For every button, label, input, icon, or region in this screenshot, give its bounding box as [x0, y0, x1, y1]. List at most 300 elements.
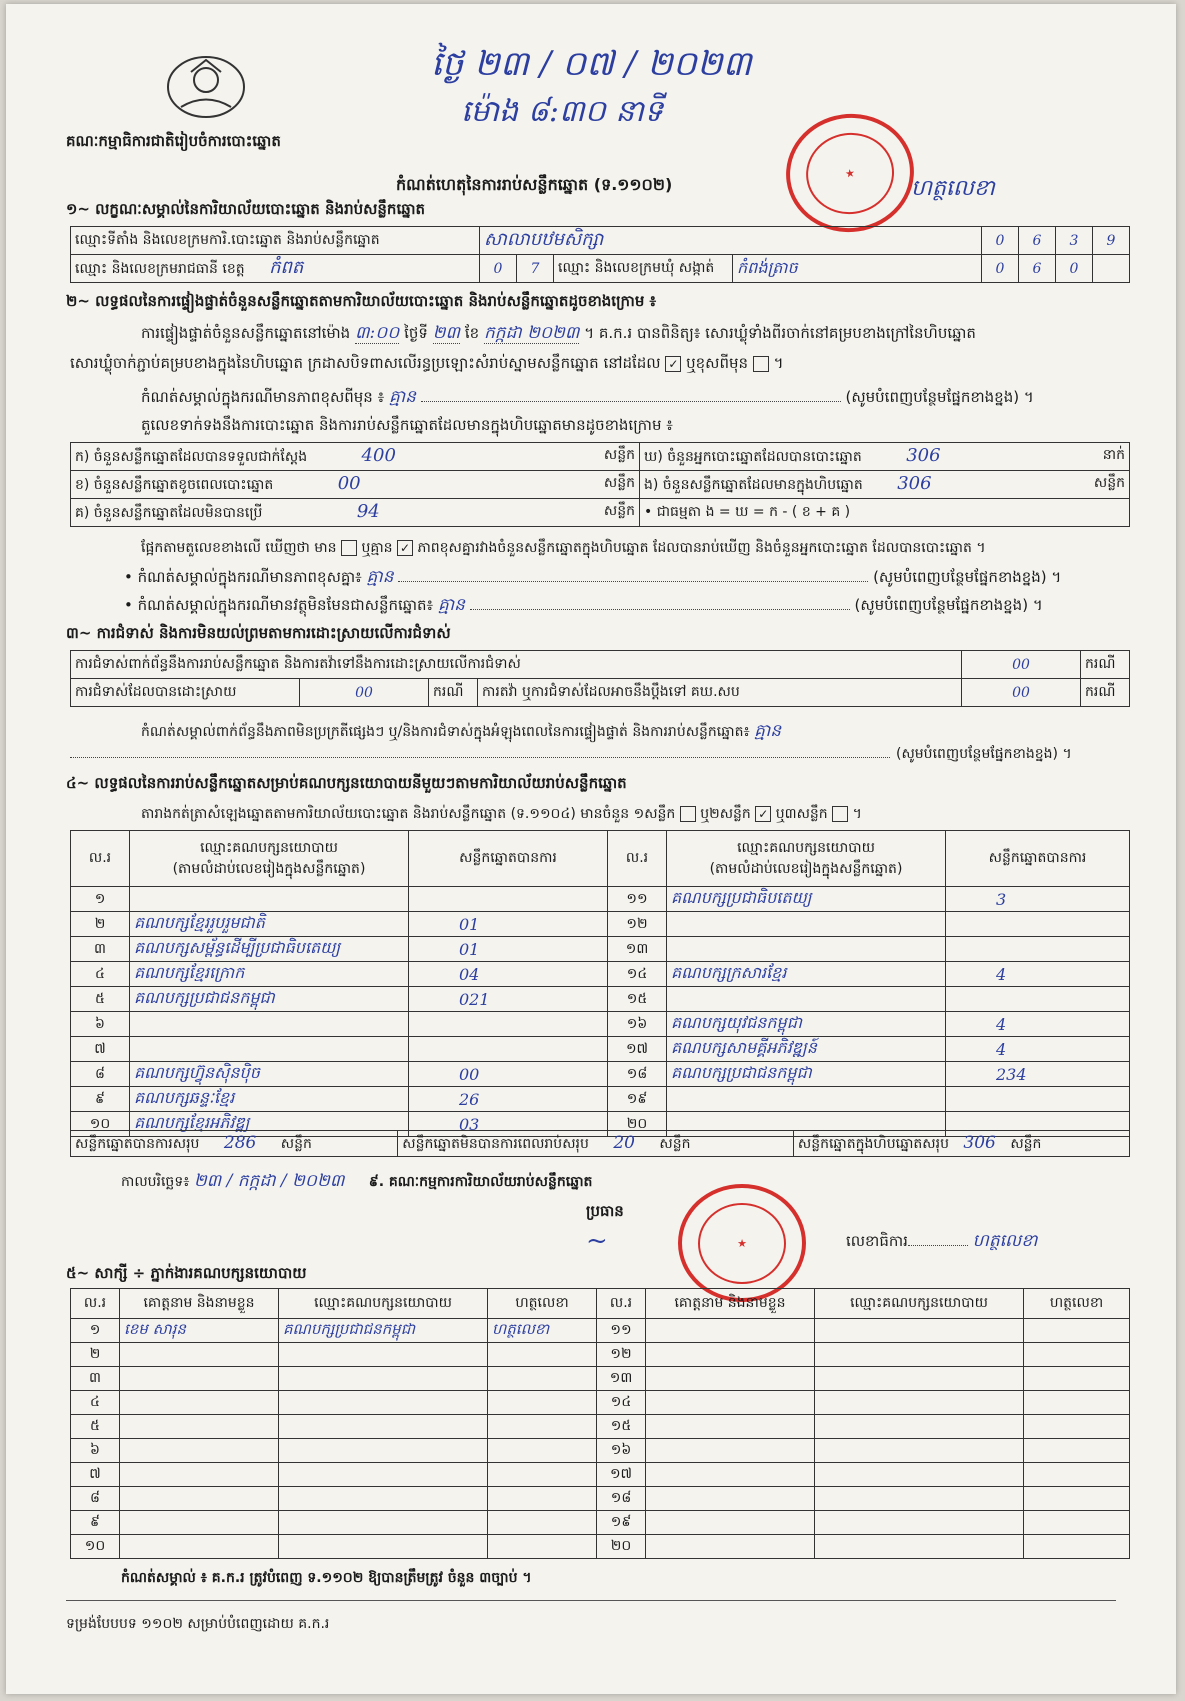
commune-label: ឈ្មោះ និងលេខក្រមឃុំ សង្កាត់	[554, 255, 733, 283]
para1-text-d: ។ គ.ក.រ បានពិនិត្យ៖ សោរឃ្លុំទាំងពីរចាក់នៅគម្របខាងក្រៅនៃហិបឆ្នោត	[584, 324, 976, 342]
result-votes: 03	[409, 1112, 608, 1137]
result-votes	[409, 887, 608, 912]
para1-text-c: ខែ	[464, 324, 480, 342]
witness-party	[815, 1391, 1024, 1415]
witness-sign	[1024, 1367, 1130, 1391]
bullet1-hint: (សូមបំពេញបន្ថែមផ្នែកខាងខ្នង) ។	[873, 568, 1062, 586]
witness-no: ៣	[71, 1367, 120, 1391]
witness-sign	[1024, 1535, 1130, 1559]
witness-sign	[488, 1367, 597, 1391]
witness-no: ១	[71, 1319, 120, 1343]
witness-no: ២	[71, 1343, 120, 1367]
witness-sign	[1024, 1343, 1130, 1367]
footer-text: ទម្រង់បែបបទ ១១០២ សម្រាប់បំពេញដោយ គ.ក.រ	[66, 1616, 330, 1632]
committee-title: ៩. គណៈកម្មការការិយាល័យរាប់សន្លឹកឆ្នោត	[368, 1174, 593, 1190]
verify-day: ២៣	[432, 323, 461, 343]
witness-no: ៥	[71, 1415, 120, 1439]
result-party: គណបក្សសាមគ្គីអភិវឌ្ឍន៍	[667, 1037, 946, 1062]
verify-time: ៣:០០	[354, 323, 400, 343]
verify-month: កក្កដា ២០២៣	[483, 323, 580, 343]
date-line	[121, 1170, 592, 1195]
section3-dotline	[70, 756, 890, 758]
secretary-label	[846, 1230, 1037, 1255]
witness-sign	[488, 1415, 597, 1439]
chair-label: ប្រធាន	[586, 1202, 624, 1220]
count-kho-unit: នាក់	[1102, 447, 1125, 463]
section3-note-value: គ្មាន	[754, 721, 782, 741]
results-col-party-right-title: ឈ្មោះគណបក្សនយោបាយ	[737, 839, 875, 856]
witness-no: ១៧	[597, 1463, 646, 1487]
province-label-text: ឈ្មោះ និងលេខក្រមរាជធានី ខេត្ត	[75, 261, 245, 277]
section3-hint: (សូមបំពេញបន្ថែមផ្នែកខាងខ្នង) ។	[896, 746, 1072, 762]
witness-no: ១១	[597, 1319, 646, 1343]
section5-note: កំណត់សម្គាល់ ៖ គ.ក.រ ត្រូវបំពេញ ទ.១១០២ ឱ្យបានត្រឹមត្រូវ ចំនួន ៣ច្បាប់ ។	[121, 1570, 532, 1586]
bullet1	[124, 566, 1124, 591]
commune-code-empty	[1093, 255, 1130, 283]
count-a-unit: សន្លឹក	[603, 447, 635, 463]
section1-table	[70, 226, 1130, 283]
result-no: ១៤	[608, 962, 667, 987]
witness-col-sign-left: ហត្ថលេខា	[488, 1289, 597, 1319]
result-votes	[409, 1037, 608, 1062]
section2-intro: តួលេខទាក់ទងនឹងការបោះឆ្នោត និងការរាប់សន្លឹកឆ្នោតដែលមានក្នុងហិបឆ្នោតមានដូចខាងក្រោម ៖	[141, 416, 673, 434]
handwritten-date-line1: ថ្ងៃ ២៣ / ០៧ / ២០២៣	[431, 44, 752, 84]
handwritten-sign-note: ហត្ថលេខា	[911, 176, 995, 201]
witness-row	[71, 1391, 1130, 1415]
total-valid-value: 286	[223, 1132, 257, 1153]
witness-col-party-left: ឈ្មោះគណបក្សនយោបាយ	[279, 1289, 488, 1319]
result-no: ១៧	[608, 1037, 667, 1062]
note-hint: (សូមបំពេញបន្ថែមផ្នែកខាងខ្នង) ។	[845, 388, 1034, 406]
result-party: គណបក្សប្រជាជនកម្ពុជា	[130, 987, 409, 1012]
total-box-value: 306	[963, 1132, 996, 1153]
count-ngo-value: 306	[897, 473, 932, 494]
witness-no: ៩	[71, 1511, 120, 1535]
total-invalid-unit: សន្លឹក	[659, 1135, 691, 1152]
result-votes: 4	[946, 962, 1130, 987]
witness-row	[71, 1535, 1130, 1559]
result-votes: 021	[409, 987, 608, 1012]
witness-name	[646, 1391, 815, 1415]
province-value: កំពត	[269, 257, 304, 278]
changed-checkbox[interactable]	[753, 356, 769, 372]
witness-name: ខេម សារុន	[120, 1319, 279, 1343]
para2-text: សោរឃ្លុំចាក់ភ្ជាប់គម្របខាងក្នុងនៃហិបឆ្នោត ក្រដាសបិទពាសលើរន្ធប្រឡោះសំរាប់ស្នាមសន្លឹកឆ្នោត នៅដដែល	[70, 354, 661, 372]
witness-party	[279, 1511, 488, 1535]
result-votes: 00	[409, 1062, 608, 1087]
province-label	[71, 255, 480, 283]
objection-case: ករណី	[1081, 651, 1130, 679]
witness-col-sign-right: ហត្ថលេខា	[1024, 1289, 1130, 1319]
witness-name	[120, 1343, 279, 1367]
witness-no: ៤	[71, 1391, 120, 1415]
note-label: កំណត់សម្គាល់ក្នុងករណីមានភាពខុសពីមុន ៖	[141, 388, 385, 406]
count-ngo-label: ង) ចំនួនសន្លឹកឆ្នោតដែលមានក្នុងហិបឆ្នោត	[644, 477, 863, 493]
result-party: គណបក្សខ្មែរអភិវឌ្ឍ	[130, 1112, 409, 1137]
total-valid-label: សន្លឹកឆ្នោតបានការសរុប	[75, 1135, 200, 1152]
no-difference-checkbox[interactable]: ✓	[397, 540, 413, 556]
witness-name	[646, 1415, 815, 1439]
witness-row	[71, 1415, 1130, 1439]
section4-heading: ៤~ លទ្ធផលនៃការរាប់សន្លឹកឆ្នោតសម្រាប់គណបក្សនយោបាយនីមួយៗតាមការិយាល័យរាប់សន្លឹកឆ្នោត	[66, 774, 627, 792]
witness-no: ៧	[71, 1463, 120, 1487]
witness-party	[279, 1535, 488, 1559]
result-no: ១០	[71, 1112, 130, 1137]
section4-intro-b: ឬ២សន្លឹក	[700, 806, 751, 822]
objection-label: ការជំទាស់ពាក់ព័ន្ធនឹងការរាប់សន្លឹកឆ្នោត និងការតវ៉ាទៅនឹងការដោះស្រាយលើការជំទាស់	[71, 651, 962, 679]
section2-note	[141, 386, 1131, 411]
results-row	[71, 1062, 1130, 1087]
result-no: ៣	[71, 937, 130, 962]
result-votes: 01	[409, 937, 608, 962]
witness-sign	[488, 1535, 597, 1559]
witness-party	[815, 1415, 1024, 1439]
total-valid-unit: សន្លឹក	[280, 1135, 312, 1152]
totals-table	[70, 1130, 1130, 1157]
witness-name	[646, 1319, 815, 1343]
result-no: ៥	[71, 987, 130, 1012]
result-no: ១៨	[608, 1062, 667, 1087]
count-b-label: ខ) ចំនួនសន្លឹកឆ្នោតខូចពេលបោះឆ្នោត	[75, 477, 274, 493]
witness-sign	[488, 1463, 597, 1487]
witness-name	[120, 1487, 279, 1511]
witness-name	[646, 1367, 815, 1391]
section3-table	[70, 650, 1130, 707]
witness-name	[646, 1439, 815, 1463]
witness-party	[279, 1415, 488, 1439]
result-no: ១	[71, 887, 130, 912]
official-stamp-top: ★	[778, 106, 921, 241]
results-col-party-left-title: ឈ្មោះគណបក្សនយោបាយ	[200, 839, 338, 856]
appeal-value: 00	[962, 679, 1081, 707]
witness-party	[815, 1511, 1024, 1535]
results-row	[71, 912, 1130, 937]
result-votes: 4	[946, 1037, 1130, 1062]
witness-sign	[488, 1511, 597, 1535]
form-title: កំណត់ហេតុនៃការរាប់សន្លឹកឆ្នោត (ទ.១១០២)	[396, 175, 673, 194]
results-row	[71, 987, 1130, 1012]
total-box-cell	[793, 1131, 1129, 1157]
result-no: ៤	[71, 962, 130, 987]
witness-col-name-right: គោត្តនាម និងនាមខ្លួន	[646, 1289, 815, 1319]
section4-intro: តារាងកត់ត្រាសំឡេងឆ្នោតតាមការិយាល័យបោះឆ្នោត និងរាប់សន្លឹកឆ្នោត (ទ.១១០៤) មានចំនួន ១សន្លឹក ឬ២សន្លឹក ✓ ឬ៣សន្លឹក ។	[141, 806, 862, 822]
result-no: ១៩	[608, 1087, 667, 1112]
count-ngo-unit: សន្លឹក	[1093, 475, 1125, 491]
result-party	[667, 1087, 946, 1112]
witness-name	[646, 1535, 815, 1559]
secretary-signature: ហត្ថលេខា	[972, 1231, 1038, 1251]
resolved-value: 00	[300, 679, 429, 707]
total-invalid-value: 20	[613, 1132, 635, 1153]
result-party: គណបក្សឆន្ទៈខ្មែរ	[130, 1087, 409, 1112]
count-a-cell	[71, 443, 640, 471]
compare-text-b: ឬគ្មាន	[361, 540, 393, 556]
commune-code-2: 6	[1019, 255, 1056, 283]
witness-name	[120, 1535, 279, 1559]
location-value: សាលាបឋមសិក្សា	[480, 227, 982, 255]
result-votes: 3	[946, 887, 1130, 912]
para1-text-b: ថ្ងៃទី	[404, 324, 428, 342]
witness-party	[815, 1343, 1024, 1367]
result-party	[667, 912, 946, 937]
witness-sign	[1024, 1415, 1130, 1439]
results-row	[71, 1012, 1130, 1037]
para1-text-a: ការផ្ទៀងផ្ទាត់ចំនួនសន្លឹកឆ្នោតនៅម៉ោង	[141, 324, 351, 342]
bullet1-value: គ្មាន	[366, 567, 394, 587]
witness-name	[120, 1391, 279, 1415]
formula-cell: • ជាធម្មតា ង = ឃ = ក - ( ខ + គ )	[640, 499, 1130, 527]
witness-col-party-right: ឈ្មោះគណបក្សនយោបាយ	[815, 1289, 1024, 1319]
result-party	[130, 887, 409, 912]
bullet2-hint: (សូមបំពេញបន្ថែមផ្នែកខាងខ្នង) ។	[854, 596, 1043, 614]
count-a-value: 400	[361, 445, 396, 466]
section2-para1	[141, 322, 976, 347]
result-party: គណបក្សសម្ព័ន្ធដើម្បីប្រជាធិបតេយ្យ	[130, 937, 409, 962]
three-sheet-checkbox[interactable]	[832, 806, 848, 822]
witness-body	[71, 1319, 1130, 1559]
appeal-case: ករណី	[1081, 679, 1130, 707]
results-col-party-right-sub: (តាមលំដាប់លេខរៀងក្នុងសន្លឹកឆ្នោត)	[709, 860, 903, 877]
section3-note	[141, 720, 781, 745]
compare-text: ផ្អែកតាមតួលេខខាងលើ ឃើញថា មាន	[141, 540, 337, 556]
total-valid-cell	[71, 1131, 398, 1157]
counts-table	[70, 442, 1130, 527]
result-no: ២	[71, 912, 130, 937]
count-b-unit: សន្លឹក	[603, 475, 635, 491]
result-no: ១១	[608, 887, 667, 912]
witness-name	[646, 1487, 815, 1511]
section4-intro-c: ឬ៣សន្លឹក	[775, 806, 828, 822]
result-votes	[409, 1012, 608, 1037]
count-c-value: 94	[356, 501, 380, 522]
commune-code-3: 0	[1056, 255, 1093, 283]
footer-divider	[66, 1600, 1116, 1601]
date-label: កាលបរិច្ឆេទ៖	[121, 1174, 190, 1190]
commune-code-1: 0	[982, 255, 1019, 283]
result-no: ៧	[71, 1037, 130, 1062]
secretary-label-text: លេខាធិការ	[846, 1232, 908, 1250]
witness-row	[71, 1319, 1130, 1343]
result-no: ១២	[608, 912, 667, 937]
witness-row	[71, 1439, 1130, 1463]
result-votes: 01	[409, 912, 608, 937]
total-box-label: សន្លឹកឆ្នោតក្នុងហិបឆ្នោតសរុប	[797, 1135, 949, 1152]
result-party: គណបក្សខ្មែរក្រោក	[130, 962, 409, 987]
one-sheet-checkbox[interactable]	[680, 806, 696, 822]
location-code-4: 9	[1093, 227, 1130, 255]
result-party: គណបក្សប្រជាជនកម្ពុជា	[667, 1062, 946, 1087]
result-votes	[946, 987, 1130, 1012]
witness-party	[815, 1535, 1024, 1559]
witness-party: គណបក្សប្រជាជនកម្ពុជា	[279, 1319, 488, 1343]
section3-note-label: កំណត់សម្គាល់ពាក់ព័ន្ធនឹងភាពមិនប្រក្រតីផ្សេងៗ ឬ/និងការជំទាស់ក្នុងអំឡុងពេលនៃការផ្ទៀងផ្ទាត់ និងការរាប់សន្លឹកឆ្នោត៖	[141, 724, 750, 740]
result-party: គណបក្សខ្មែររួបរួមជាតិ	[130, 912, 409, 937]
witness-sign	[488, 1343, 597, 1367]
appeal-label: ការតវ៉ា ឬការជំទាស់ដែលអាចនឹងប្តឹងទៅ គឃ.សប	[478, 679, 962, 707]
witness-name	[120, 1511, 279, 1535]
result-votes	[946, 1087, 1130, 1112]
witness-party	[815, 1367, 1024, 1391]
bullet2	[124, 594, 1124, 619]
section5-heading: ៥~ សាក្សី ÷ ភ្នាក់ងារគណបក្សនយោបាយ	[66, 1264, 307, 1282]
result-party: គណបក្សហ៊្វុនស៊ិនប៉ិច	[130, 1062, 409, 1087]
witness-party	[815, 1319, 1024, 1343]
result-party	[130, 1037, 409, 1062]
location-code-2: 6	[1019, 227, 1056, 255]
witness-no: ៦	[71, 1439, 120, 1463]
result-votes: 26	[409, 1087, 608, 1112]
witness-no: ១៩	[597, 1511, 646, 1535]
province-code-2: 7	[517, 255, 554, 283]
witness-row	[71, 1511, 1130, 1535]
results-row	[71, 937, 1130, 962]
witness-sign	[1024, 1391, 1130, 1415]
results-row	[71, 1037, 1130, 1062]
note-value: គ្មាន	[388, 387, 416, 407]
witness-name	[646, 1511, 815, 1535]
witness-party	[279, 1391, 488, 1415]
witness-party	[279, 1343, 488, 1367]
result-party	[667, 987, 946, 1012]
witness-no: ១០	[71, 1535, 120, 1559]
result-votes	[946, 937, 1130, 962]
result-votes: 4	[946, 1012, 1130, 1037]
count-b-cell	[71, 471, 640, 499]
total-invalid-cell	[398, 1131, 794, 1157]
result-no: ២០	[608, 1112, 667, 1137]
section4-intro-text: តារាងកត់ត្រាសំឡេងឆ្នោតតាមការិយាល័យបោះឆ្នោត និងរាប់សន្លឹកឆ្នោត (ទ.១១០៤) មានចំនួន ១សន្លឹក	[141, 806, 676, 822]
witness-col-no-left: ល.រ	[71, 1289, 120, 1319]
count-c-cell	[71, 499, 640, 527]
witness-party	[815, 1439, 1024, 1463]
result-party: គណបក្សប្រជាធិបតេយ្យ	[667, 887, 946, 912]
bullet2-value: គ្មាន	[437, 595, 465, 615]
witness-no: ១៤	[597, 1391, 646, 1415]
compare-line	[141, 538, 986, 559]
count-c-unit: សន្លឹក	[603, 503, 635, 519]
witness-no: ១៥	[597, 1415, 646, 1439]
count-ngo-cell	[640, 471, 1130, 499]
witness-party	[279, 1487, 488, 1511]
para2-or-text: ឬខុសពីមុន	[686, 354, 749, 372]
witness-sign: ហត្ថលេខា	[488, 1319, 597, 1343]
result-party: គណបក្សក្រសារខ្មែរ	[667, 962, 946, 987]
result-no: ៨	[71, 1062, 130, 1087]
result-party	[130, 1012, 409, 1037]
result-votes: 04	[409, 962, 608, 987]
result-party	[667, 937, 946, 962]
witness-col-name-left: គោត្តនាម និងនាមខ្លួន	[120, 1289, 279, 1319]
witness-party	[815, 1463, 1024, 1487]
result-votes	[946, 912, 1130, 937]
chair-signature: ~	[586, 1226, 608, 1256]
witness-no: ១៣	[597, 1367, 646, 1391]
results-col-no-left: ល.រ	[71, 831, 130, 887]
section2-para2: សោរឃ្លុំចាក់ភ្ជាប់គម្របខាងក្នុងនៃហិបឆ្នោត ក្រដាសបិទពាសលើរន្ធប្រឡោះសំរាប់ស្នាមសន្លឹកឆ្នោត នៅដដែល ✓ ឬខុសពីមុន ។	[70, 354, 784, 372]
witness-sign	[488, 1391, 597, 1415]
results-col-votes-left: សន្លឹកឆ្នោតបានការ	[409, 831, 608, 887]
resolved-label: ការជំទាស់ដែលបានដោះស្រាយ	[71, 679, 300, 707]
emblem-logo	[161, 52, 251, 122]
witness-party	[815, 1487, 1024, 1511]
results-col-party-left-sub: (តាមលំដាប់លេខរៀងក្នុងសន្លឹកឆ្នោត)	[172, 860, 366, 877]
witness-party	[279, 1439, 488, 1463]
results-row	[71, 1087, 1130, 1112]
witness-row	[71, 1487, 1130, 1511]
total-invalid-label: សន្លឹកឆ្នោតមិនបានការពេលរាប់សរុប	[402, 1135, 589, 1152]
results-col-party-left	[130, 831, 409, 887]
compare-text-c: ភាពខុសគ្នារវាងចំនួនសន្លឹកឆ្នោតក្នុងហិបឆ្នោត ដែលបានរាប់ឃើញ និងចំនួនអ្នកបោះឆ្នោត ដែលបានបោះឆ្នោត ។	[417, 540, 986, 556]
count-kho-label: ឃ) ចំនួនអ្នកបោះឆ្នោតដែលបានបោះឆ្នោត	[644, 449, 862, 465]
official-stamp-bottom: ★	[678, 1184, 806, 1302]
witness-no: ២០	[597, 1535, 646, 1559]
bullet2-label: • កំណត់សម្គាល់ក្នុងករណីមានវត្ថុមិនមែនជាសន្លឹកឆ្នោត៖	[124, 596, 434, 614]
province-code-1: 0	[480, 255, 517, 283]
location-code-3: 3	[1056, 227, 1093, 255]
witness-sign	[1024, 1487, 1130, 1511]
results-col-votes-right: សន្លឹកឆ្នោតបានការ	[946, 831, 1130, 887]
witness-no: ១៨	[597, 1487, 646, 1511]
witness-no: ៨	[71, 1487, 120, 1511]
org-name: គណៈកម្មាធិការជាតិរៀបចំការបោះឆ្នោត	[66, 132, 281, 150]
witness-sign	[1024, 1319, 1130, 1343]
count-b-value: 00	[337, 473, 361, 494]
witness-name	[646, 1463, 815, 1487]
two-sheet-checkbox[interactable]: ✓	[755, 806, 771, 822]
section1-heading: ១~ លក្ខណៈសម្គាល់នៃការិយាល័យបោះឆ្នោត និងរាប់សន្លឹកឆ្នោត	[66, 200, 426, 218]
has-difference-checkbox[interactable]	[341, 540, 357, 556]
witness-sign	[1024, 1439, 1130, 1463]
results-col-party-right	[667, 831, 946, 887]
document-sheet	[6, 4, 1176, 1694]
resolved-case: ករណី	[429, 679, 478, 707]
objection-value: 00	[962, 651, 1081, 679]
results-row	[71, 962, 1130, 987]
count-c-label: គ) ចំនួនសន្លឹកឆ្នោតដែលមិនបានប្រើ	[75, 505, 263, 521]
result-no: ១៥	[608, 987, 667, 1012]
witness-sign	[488, 1439, 597, 1463]
witness-party	[279, 1463, 488, 1487]
section3-heading: ៣~ ការជំទាស់ និងការមិនយល់ព្រមតាមការដោះស្រាយលើការជំទាស់	[66, 624, 451, 642]
count-kho-value: 306	[906, 445, 941, 466]
witness-sign	[1024, 1463, 1130, 1487]
witness-sign	[488, 1487, 597, 1511]
section2-heading: ២~ លទ្ធផលនៃការផ្ទៀងផ្ទាត់ចំនួនសន្លឹកឆ្នោតតាមការិយាល័យបោះឆ្នោត និងរាប់សន្លឹកឆ្នោតដូចខាងក្រោម ៖	[66, 292, 657, 310]
witness-col-no-right: ល.រ	[597, 1289, 646, 1319]
witness-row	[71, 1343, 1130, 1367]
location-code-1: 0	[982, 227, 1019, 255]
result-party: គណបក្សយុវជនកម្ពុជា	[667, 1012, 946, 1037]
witness-no: ១៦	[597, 1439, 646, 1463]
witness-name	[120, 1439, 279, 1463]
result-no: ៩	[71, 1087, 130, 1112]
count-kho-cell	[640, 443, 1130, 471]
results-col-no-right: ល.រ	[608, 831, 667, 887]
unchanged-checkbox[interactable]: ✓	[665, 356, 681, 372]
witness-name	[120, 1463, 279, 1487]
commune-value: កំពង់ត្រាច	[733, 255, 982, 283]
result-votes: 234	[946, 1062, 1130, 1087]
witness-name	[120, 1415, 279, 1439]
location-label: ឈ្មោះទីតាំង និងលេខក្រមការិ.បោះឆ្នោត និងរាប់សន្លឹកឆ្នោត	[71, 227, 480, 255]
total-box-unit: សន្លឹក	[1010, 1135, 1042, 1152]
result-no: ៦	[71, 1012, 130, 1037]
bullet1-label: • កំណត់សម្គាល់ក្នុងករណីមានភាពខុសគ្នា៖	[124, 568, 362, 586]
result-no: ១៣	[608, 937, 667, 962]
count-a-label: ក) ចំនួនសន្លឹកឆ្នោតដែលបានទទួលជាក់ស្តែង	[75, 449, 308, 465]
date-value: ២៣ / កក្កដា / ២០២៣	[193, 1171, 345, 1191]
witness-row	[71, 1367, 1130, 1391]
